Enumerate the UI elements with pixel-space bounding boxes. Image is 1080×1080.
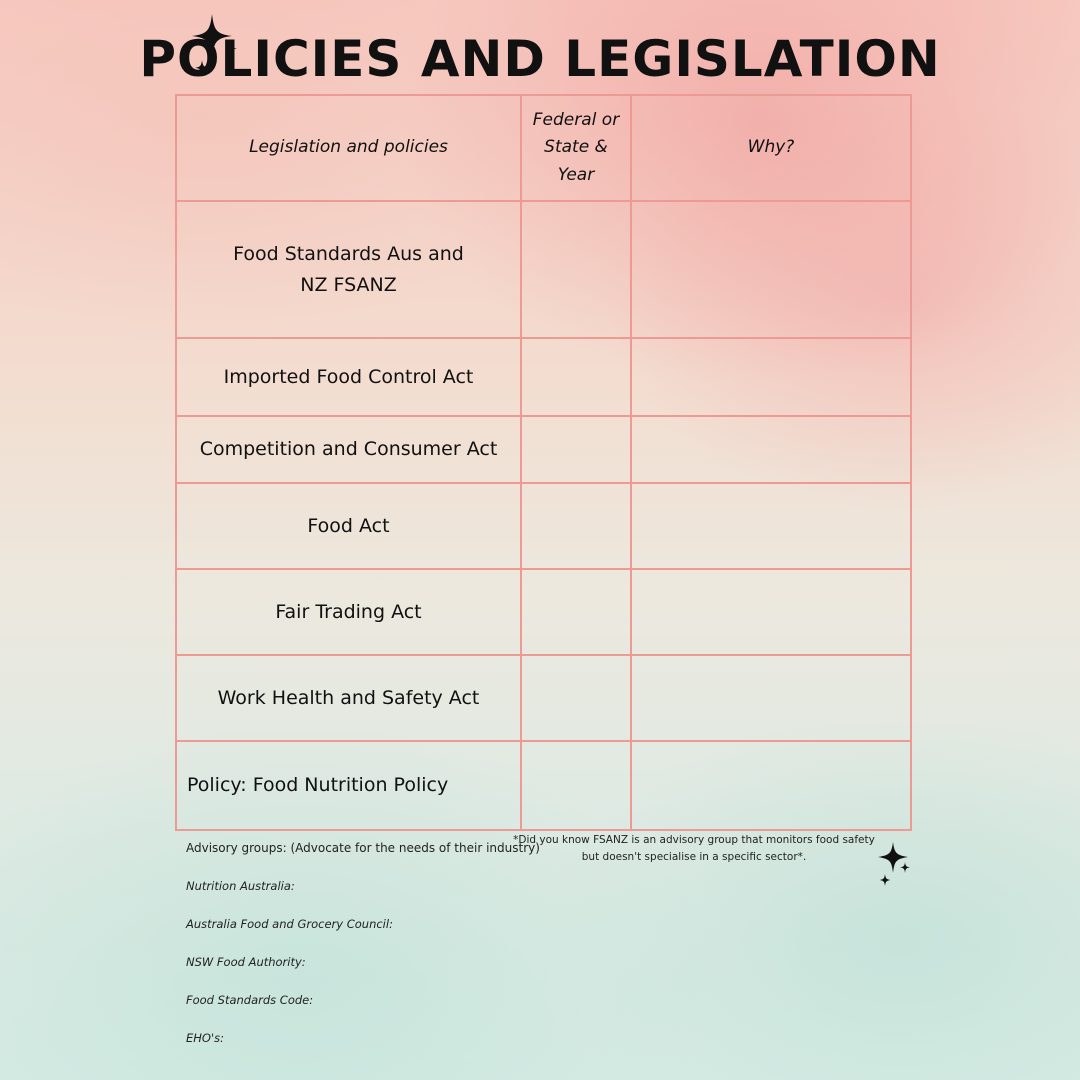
- row-name: Fair Trading Act: [176, 569, 521, 655]
- legislation-table: [175, 94, 912, 831]
- row-name: Food Standards Aus and NZ FSANZ: [176, 201, 521, 338]
- header-federal-state-year: Federal or State & Year: [521, 95, 631, 201]
- header-why: Why?: [631, 95, 911, 201]
- input-cell[interactable]: [631, 416, 911, 483]
- row-name: Food Act: [176, 483, 521, 569]
- input-cell[interactable]: [521, 338, 631, 416]
- page-title: POLICIES AND LEGISLATION: [139, 30, 941, 88]
- advisory-item: EHO's:: [186, 1031, 224, 1045]
- table-row: [176, 741, 911, 830]
- table-header-row: [176, 95, 911, 201]
- table-row: [176, 483, 911, 569]
- table-row: [176, 569, 911, 655]
- input-cell[interactable]: [631, 483, 911, 569]
- row-name: Work Health and Safety Act: [176, 655, 521, 741]
- advisory-item: NSW Food Authority:: [186, 955, 306, 969]
- advisory-item: Australia Food and Grocery Council:: [186, 917, 393, 931]
- input-cell[interactable]: [631, 741, 911, 830]
- input-cell[interactable]: [521, 655, 631, 741]
- input-cell[interactable]: [631, 201, 911, 338]
- input-cell[interactable]: [631, 569, 911, 655]
- input-cell[interactable]: [521, 741, 631, 830]
- input-cell[interactable]: [521, 569, 631, 655]
- table-row: [176, 338, 911, 416]
- advisory-lead: Advisory groups: (Advocate for the needs of their industry): [186, 841, 540, 855]
- row-name: Policy: Food Nutrition Policy: [176, 741, 521, 830]
- input-cell[interactable]: [521, 416, 631, 483]
- fsanz-note: *Did you know FSANZ is an advisory group that monitors food safety but doesn't specialise in a specific sector*.: [513, 834, 875, 863]
- sparkle-icon: [872, 840, 916, 888]
- table-row: [176, 416, 911, 483]
- advisory-item: Nutrition Australia:: [186, 879, 295, 893]
- input-cell[interactable]: [631, 655, 911, 741]
- input-cell[interactable]: [521, 201, 631, 338]
- advisory-groups: [186, 841, 546, 1069]
- row-name: Competition and Consumer Act: [176, 416, 521, 483]
- input-cell[interactable]: [631, 338, 911, 416]
- advisory-item: Food Standards Code:: [186, 993, 314, 1007]
- table-row: [176, 201, 911, 338]
- row-name: Imported Food Control Act: [176, 338, 521, 416]
- table-row: [176, 655, 911, 741]
- header-legislation: Legislation and policies: [176, 95, 521, 201]
- input-cell[interactable]: [521, 483, 631, 569]
